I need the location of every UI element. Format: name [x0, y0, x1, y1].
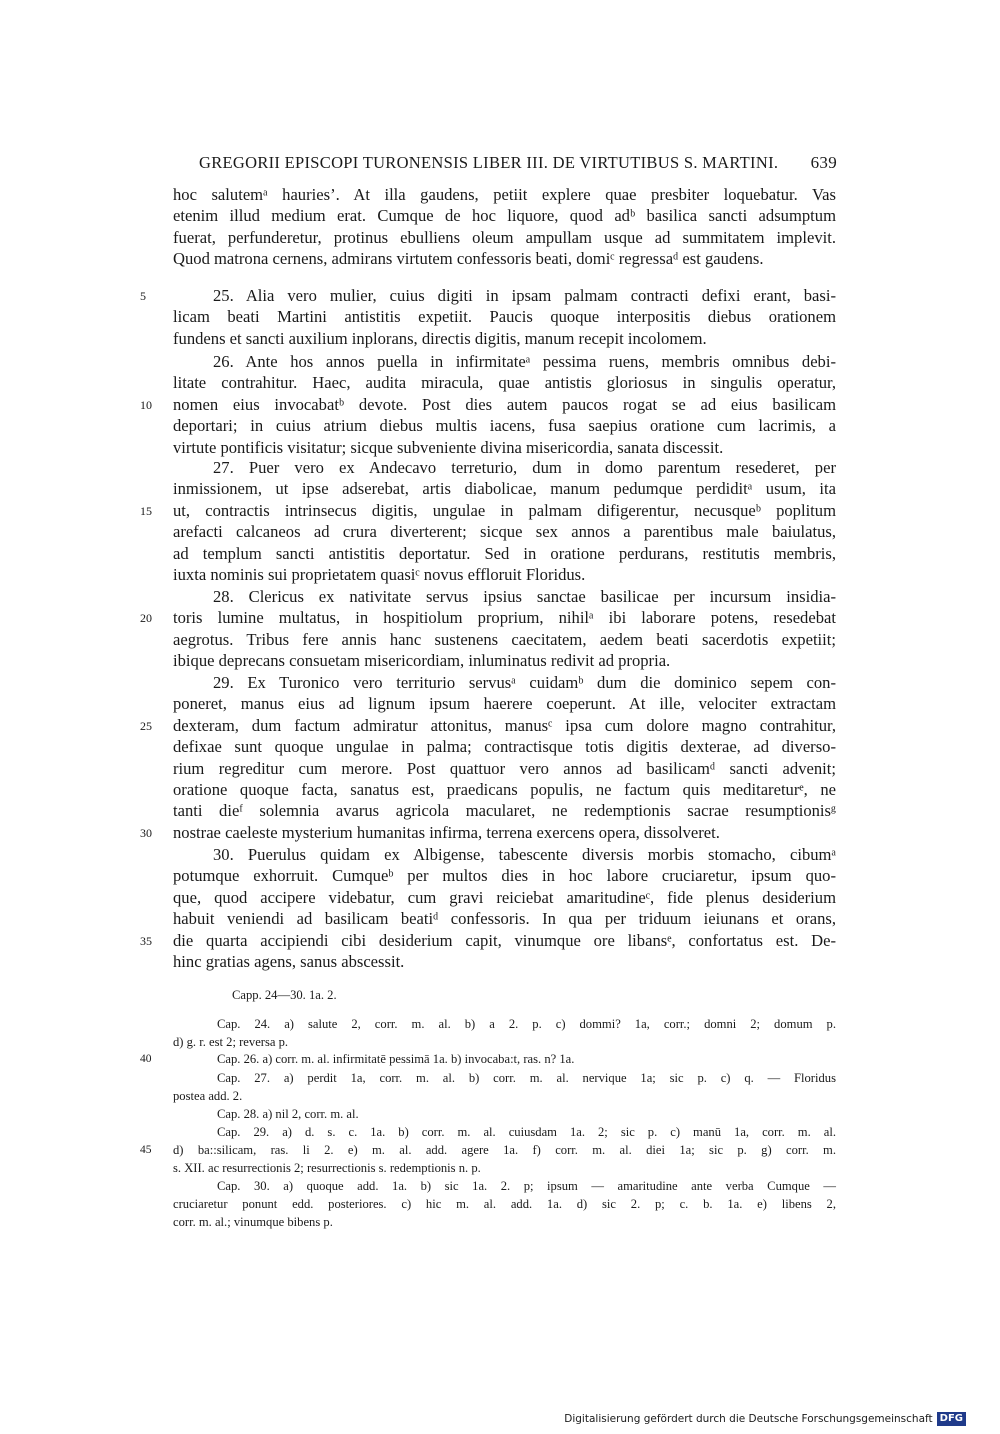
footer-text: Digitalisierung gefördert durch die Deutsche Forschungsgemeinschaft [564, 1413, 933, 1425]
line-number: 10 [140, 397, 152, 412]
text-line: tanti dieᶠ solemnia avarus agricola macularet, ne redemptionis sacrae resumptionisᵍ [173, 801, 836, 821]
line-number: 35 [140, 933, 152, 948]
text-line: ibique deprecans consuetam misericordiam, inluminatus redivit ad propria. [173, 651, 671, 671]
line-number: 5 [140, 289, 146, 303]
text-line: inmissionem, ut ipse adserebat, artis diabolicae, manum pedumque perdiditᵃ usum, ita [173, 479, 836, 499]
text-line: habuit veniendi ad basilicam beatiᵈ confessoris. In qua per triduum ieiunans et orans, [173, 909, 836, 929]
footnote-line: d) g. r. est 2; reversa p. [173, 1035, 289, 1049]
text-line: hoc salutemᵃ hauries’. At illa gaudens, petiit explere quae presbiter loquebatur. Vas [173, 185, 836, 204]
line-number: 15 [140, 503, 152, 518]
text-line: hinc gratias agens, sanus abscessit. [173, 952, 405, 971]
text-line: etenim illud medium erat. Cumque de hoc liquore, quod adᵇ basilica sancti adsumptum [173, 206, 836, 226]
text-line: licam beati Martini antistitis expetiit. Paucis quoque interpositis diebus orationem [173, 307, 836, 327]
footnote-line-number: 45 [140, 1144, 152, 1156]
footnote-heading: Capp. 24—30. 1a. 2. [232, 988, 337, 1002]
text-line: que, quod accipere videbatur, cum gravi reiciebat amaritudineᶜ, fide plenus desiderium [173, 887, 836, 907]
text-line: oratione quoque facta, sanatus est, praedicans populis, ne factum quis meditareturᵉ, ne [173, 780, 836, 799]
footnote-line: cruciaretur ponunt edd. posteriores. c) hic m. al. add. 1a. d) sic 2. p; c. b. 1a. e) libens 2, [173, 1197, 836, 1211]
text-line: 29. Ex Turonico vero territurio servusᵃ cuidamᵇ dum die dominico sepem con- [213, 673, 836, 692]
text-line: fundens et sancti auxilium inplorans, directis digitis, manum recepit incolomem. [173, 328, 707, 348]
text-line: nostrae caeleste mysterium humanitas infirma, terrena exercens opera, dissolveret. [173, 822, 720, 842]
text-line: dexteram, dum factum admiratur attonitus, manusᶜ ipsa cum dolore magno contrahitur, [173, 715, 836, 735]
text-line: potumque exhorruit. Cumqueᵇ per multos dies in hoc labore cruciaretur, ipsum quo- [173, 866, 836, 886]
footnote-line: Cap. 27. a) perdit 1a, corr. m. al. b) corr. m. al. nervique 1a; sic p. c) q. — Floridus [217, 1071, 836, 1085]
footnote-line-number: 40 [140, 1053, 152, 1065]
text-line: fuerat, perfunderetur, protinus ebulliens oleum ampullam usque ad summitatem implevit. [173, 227, 836, 247]
footnote-line: Cap. 30. a) quoque add. 1a. b) sic 1a. 2. p; ipsum — amaritudine ante verba Cumque — [217, 1179, 836, 1193]
text-line: rium regreditur cum merore. Post quattuor vero annos ad basilicamᵈ sancti advenit; [173, 758, 836, 778]
header-title: GREGORII EPISCOPI TURONENSIS LIBER III. DE VIRTUTIBUS S. MARTINI. [199, 153, 779, 172]
dfg-logo: DFG [937, 1412, 966, 1426]
footnote-line: d) ba::silicam, ras. li 2. e) m. al. add. agere 1a. f) corr. m. al. diei 1a; sic p. g) corr. m. [173, 1143, 836, 1157]
line-number: 30 [140, 825, 152, 840]
running-header [173, 153, 837, 177]
line-number: 25 [140, 718, 152, 733]
text-line: Quod matrona cernens, admirans virtutem confessoris beati, domiᶜ regressaᵈ est gaudens. [173, 249, 764, 269]
footnote-line: corr. m. al.; vinumque bibens p. [173, 1215, 333, 1229]
text-line: toris lumine multatus, in hospitiolum proprium, nihilᵃ ibi laborare potens, resedebat [173, 608, 836, 628]
text-line: deportari; in cuius atrium diebus multis iacens, fusa saepius oratione cum lacrimis, a [173, 416, 836, 436]
text-line: defixae sunt quoque ungulae in palma; contractisque totis digitis dexterae, ad diverso- [173, 737, 836, 757]
text-line: litate contrahitur. Haec, audita miracula, quae antistis gloriosus in singulis operatur, [173, 373, 836, 393]
text-line: virtute pontificis visitatur; sicque subveniente divina misericordia, sanata discessit. [173, 437, 724, 457]
footnote-line: Cap. 26. a) corr. m. al. infirmitatē pessimā 1a. b) invocaba:t, ras. n? 1a. [217, 1052, 575, 1066]
text-line: nomen eius invocabatᵇ devote. Post dies autem paucos rogat se ad eius basilicam [173, 394, 836, 414]
footnote-line: Cap. 24. a) salute 2, corr. m. al. b) a 2. p. c) dommi? 1a, corr.; domni 2; domum p. [217, 1017, 836, 1031]
footer-credit [564, 1411, 966, 1427]
text-line: 30. Puerulus quidam ex Albigense, tabescente diversis morbis stomacho, cibumᵃ [213, 845, 836, 864]
line-number: 20 [140, 611, 152, 626]
text-line: aegrotus. Tribus fere annis hanc sustenens caecitatem, aedem beati sacerdotis expetiit; [173, 629, 836, 649]
text-line: die quarta accipiendi cibi desiderium capit, vinumque ore libansᵉ, confortatus est. De- [173, 930, 836, 950]
text-line: 26. Ante hos annos puella in infirmitateᵃ pessima ruens, membris omnibus debi- [213, 352, 836, 371]
text-line: poneret, manus eius ad lignum ipsum haerere coeperunt. At ille, velociter extractam [173, 694, 836, 714]
text-line: 25. Alia vero mulier, cuius digiti in ipsam palmam contracti defixi erant, basi- [213, 286, 836, 305]
text-line: ad templum sancti antistitis deportatur. Sed in oratione perdurans, restitutis membris, [173, 543, 836, 563]
footnote-line: Cap. 28. a) nil 2, corr. m. al. [217, 1107, 359, 1121]
page-number: 639 [810, 153, 837, 172]
text-line: iuxta nominis sui proprietatem quasiᶜ novus effloruit Floridus. [173, 565, 586, 584]
text-line: 27. Puer vero ex Andecavo terreturio, dum in domo parentum resederet, per [213, 458, 836, 477]
footnote-line: postea add. 2. [173, 1089, 243, 1103]
footnote-line: Cap. 29. a) d. s. c. 1a. b) corr. m. al. cuiusdam 1a. 2; sic p. c) manū 1a, corr. m. al. [217, 1125, 836, 1139]
text-line: 28. Clericus ex nativitate servus ipsius sanctae basilicae per incursum insidia- [213, 587, 836, 606]
text-line: arefacti calcaneos ad crura diverterent; sicque sex annos a parentibus male baiulatus, [173, 522, 836, 542]
footnote-line: s. XII. ac resurrectionis 2; resurrectionis s. redemptionis n. p. [173, 1161, 481, 1175]
text-line: ut, contractis intrinsecus digitis, ungulae in palmam difigerentur, necusqueᵇ poplitum [173, 500, 836, 520]
